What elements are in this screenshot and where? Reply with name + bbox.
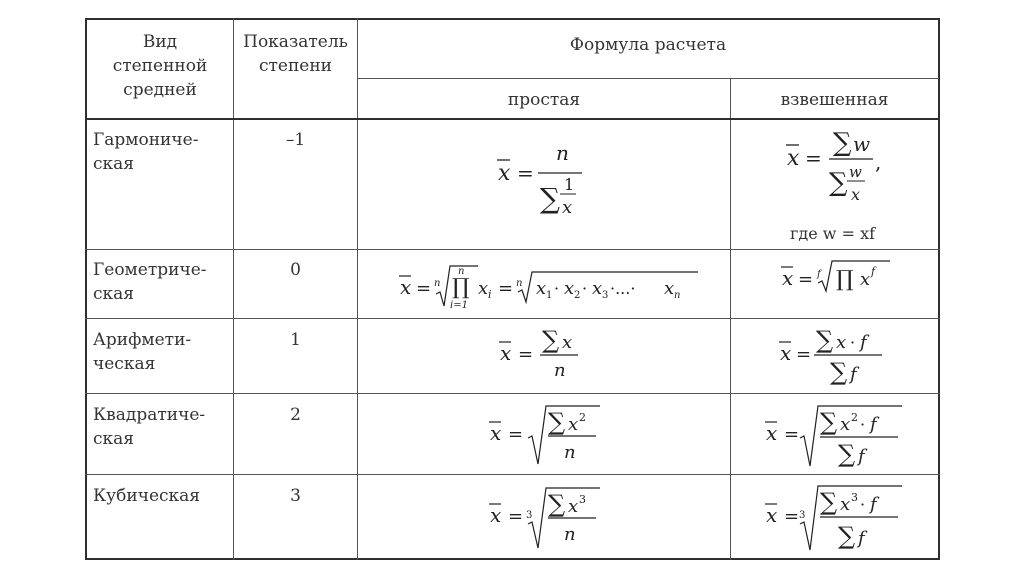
- svg-text:x: x: [536, 278, 547, 299]
- svg-text:n: n: [674, 290, 681, 301]
- row5-name-line1: Кубическая: [93, 486, 201, 506]
- svg-text:2: 2: [579, 411, 586, 424]
- svg-text:x: x: [592, 278, 603, 299]
- svg-text:n: n: [564, 524, 576, 545]
- header-type-of-mean: [87, 30, 233, 102]
- svg-text:x: x: [860, 269, 871, 290]
- svg-text:x: x: [564, 278, 575, 299]
- col-divider-1: [233, 18, 234, 560]
- svg-text:=: =: [518, 344, 534, 365]
- row-quadratic-simple-formula: [488, 402, 618, 476]
- row-arithmetic-exponent: 1: [290, 330, 301, 350]
- svg-text:·: ·: [582, 279, 588, 298]
- row-harmonic-name: [93, 128, 233, 176]
- svg-text:x: x: [840, 494, 851, 515]
- header-bottom-line: [85, 118, 940, 120]
- svg-text:x: x: [851, 185, 861, 204]
- row1-name-line1: Гармониче-: [93, 130, 199, 150]
- svg-text:∑: ∑: [548, 408, 566, 436]
- svg-text:·...·: ·...·: [610, 279, 636, 298]
- svg-text:=: =: [784, 506, 800, 527]
- svg-text:∑: ∑: [829, 168, 848, 198]
- svg-text:∑: ∑: [833, 128, 852, 158]
- svg-text:∑: ∑: [830, 358, 848, 386]
- header-formula: Формула расчета: [569, 35, 727, 55]
- svg-text:f: f: [871, 265, 876, 278]
- svg-text:x: x: [664, 278, 675, 299]
- row-cubic-weighted-formula: [764, 482, 914, 560]
- row-geometric-exponent: 0: [290, 260, 301, 280]
- svg-text:=: =: [508, 506, 524, 527]
- svg-text:x: x: [840, 414, 851, 435]
- row2-name-line1: Геометриче-: [93, 260, 207, 280]
- svg-text:∑: ∑: [820, 488, 838, 516]
- svg-text:·: ·: [850, 333, 856, 352]
- svg-text:·: ·: [860, 415, 866, 434]
- svg-text:2: 2: [574, 290, 581, 301]
- svg-text:=: =: [498, 278, 514, 299]
- svg-text:f: f: [870, 414, 877, 435]
- row3-name-line1: Арифмети-: [93, 330, 192, 350]
- svg-text:3: 3: [526, 510, 533, 521]
- row-arithmetic-name: [93, 328, 233, 376]
- row-arithmetic-weighted-formula: [778, 328, 898, 392]
- header-col1-line2: степенной: [112, 56, 208, 76]
- svg-text:n: n: [556, 141, 569, 165]
- row-harmonic-note: где w = xf: [790, 224, 876, 243]
- svg-text:n: n: [564, 442, 576, 463]
- svg-text:∏: ∏: [836, 267, 854, 292]
- svg-text:x: x: [766, 503, 778, 527]
- col-divider-3: [730, 78, 731, 560]
- svg-text:3: 3: [799, 510, 806, 521]
- svg-text:n: n: [554, 360, 566, 381]
- table-border-right: [938, 18, 940, 560]
- svg-text:x: x: [478, 278, 489, 299]
- svg-text:i: i: [488, 288, 492, 301]
- header-col1-line3: средней: [123, 80, 197, 100]
- svg-text:∑: ∑: [820, 408, 838, 436]
- svg-text:x: x: [490, 503, 502, 527]
- svg-text:2: 2: [851, 411, 858, 424]
- svg-text:f: f: [858, 446, 865, 467]
- row1-name-line2: ская: [93, 154, 135, 174]
- row2-name-line2: ская: [93, 284, 135, 304]
- row-harmonic-weighted-formula: [785, 125, 905, 219]
- svg-text:f: f: [870, 494, 877, 515]
- svg-text:x: x: [562, 332, 573, 353]
- row-harmonic-simple-formula: [490, 138, 610, 232]
- svg-text:∑: ∑: [542, 326, 560, 354]
- row-geometric-name: [93, 258, 233, 306]
- svg-text:x: x: [400, 275, 412, 299]
- svg-text:x: x: [568, 414, 579, 435]
- header-weighted: взвешенная: [780, 90, 889, 110]
- row-geometric-simple-formula: [398, 252, 708, 320]
- row4-name-line2: ская: [93, 429, 135, 449]
- svg-text:3: 3: [851, 491, 858, 504]
- row-divider-1: [85, 249, 940, 250]
- svg-text:x: x: [490, 421, 502, 445]
- header-subdivider: [357, 78, 939, 79]
- svg-text:·: ·: [554, 279, 560, 298]
- svg-text:∑: ∑: [816, 326, 834, 354]
- row-geometric-weighted-formula: [780, 255, 910, 309]
- svg-text:n: n: [458, 266, 465, 277]
- svg-text:=: =: [796, 344, 812, 365]
- svg-text:x: x: [498, 161, 511, 186]
- svg-text:n: n: [434, 278, 441, 289]
- svg-text:1: 1: [564, 175, 575, 194]
- header-col2-line1: Показатель: [243, 32, 348, 52]
- row-quadratic-weighted-formula: [764, 402, 914, 476]
- svg-text:x: x: [782, 266, 794, 290]
- svg-text:f: f: [850, 364, 857, 385]
- svg-text:=: =: [508, 424, 524, 445]
- svg-text:∑: ∑: [540, 182, 560, 215]
- row-quadratic-exponent: 2: [290, 405, 301, 425]
- svg-text:x: x: [787, 146, 800, 171]
- svg-text:i=1: i=1: [450, 300, 468, 311]
- row-cubic-simple-formula: [488, 484, 618, 558]
- svg-text:n: n: [516, 278, 523, 289]
- svg-text:x: x: [836, 332, 847, 353]
- row3-name-line2: ческая: [93, 354, 156, 374]
- svg-text:w: w: [849, 163, 862, 181]
- row-quadratic-name: [93, 403, 233, 451]
- svg-text:x: x: [780, 341, 792, 365]
- header-col2-line2: степени: [258, 56, 333, 76]
- header-simple: простая: [507, 90, 581, 110]
- svg-text:,: ,: [875, 150, 882, 174]
- svg-text:∑: ∑: [838, 522, 856, 550]
- svg-text:=: =: [805, 146, 822, 170]
- svg-text:3: 3: [602, 290, 609, 301]
- row4-name-line1: Квадратиче-: [93, 405, 206, 425]
- svg-text:3: 3: [579, 493, 586, 506]
- row-divider-3: [85, 393, 940, 394]
- svg-text:f: f: [860, 332, 867, 353]
- svg-text:x: x: [562, 197, 573, 218]
- svg-text:x: x: [766, 421, 778, 445]
- header-exponent: [234, 30, 357, 78]
- row-harmonic-exponent: –1: [285, 130, 306, 150]
- svg-text:∏: ∏: [452, 275, 470, 300]
- svg-text:w: w: [853, 132, 871, 156]
- svg-text:=: =: [416, 278, 432, 299]
- row-arithmetic-simple-formula: [498, 328, 598, 392]
- row-cubic-exponent: 3: [290, 486, 301, 506]
- svg-text:x: x: [500, 341, 512, 365]
- row-cubic-name: [93, 484, 233, 508]
- svg-text:f: f: [858, 528, 865, 549]
- svg-text:=: =: [517, 161, 534, 185]
- svg-text:=: =: [798, 269, 814, 290]
- svg-text:f: f: [817, 269, 821, 280]
- svg-text:∑: ∑: [548, 490, 566, 518]
- table-border-top: [85, 18, 940, 20]
- header-col1-line1: Вид: [142, 32, 178, 52]
- svg-text:=: =: [784, 424, 800, 445]
- svg-text:∑: ∑: [838, 440, 856, 468]
- svg-text:1: 1: [546, 290, 553, 301]
- svg-text:x: x: [568, 496, 579, 517]
- svg-text:·: ·: [860, 495, 866, 514]
